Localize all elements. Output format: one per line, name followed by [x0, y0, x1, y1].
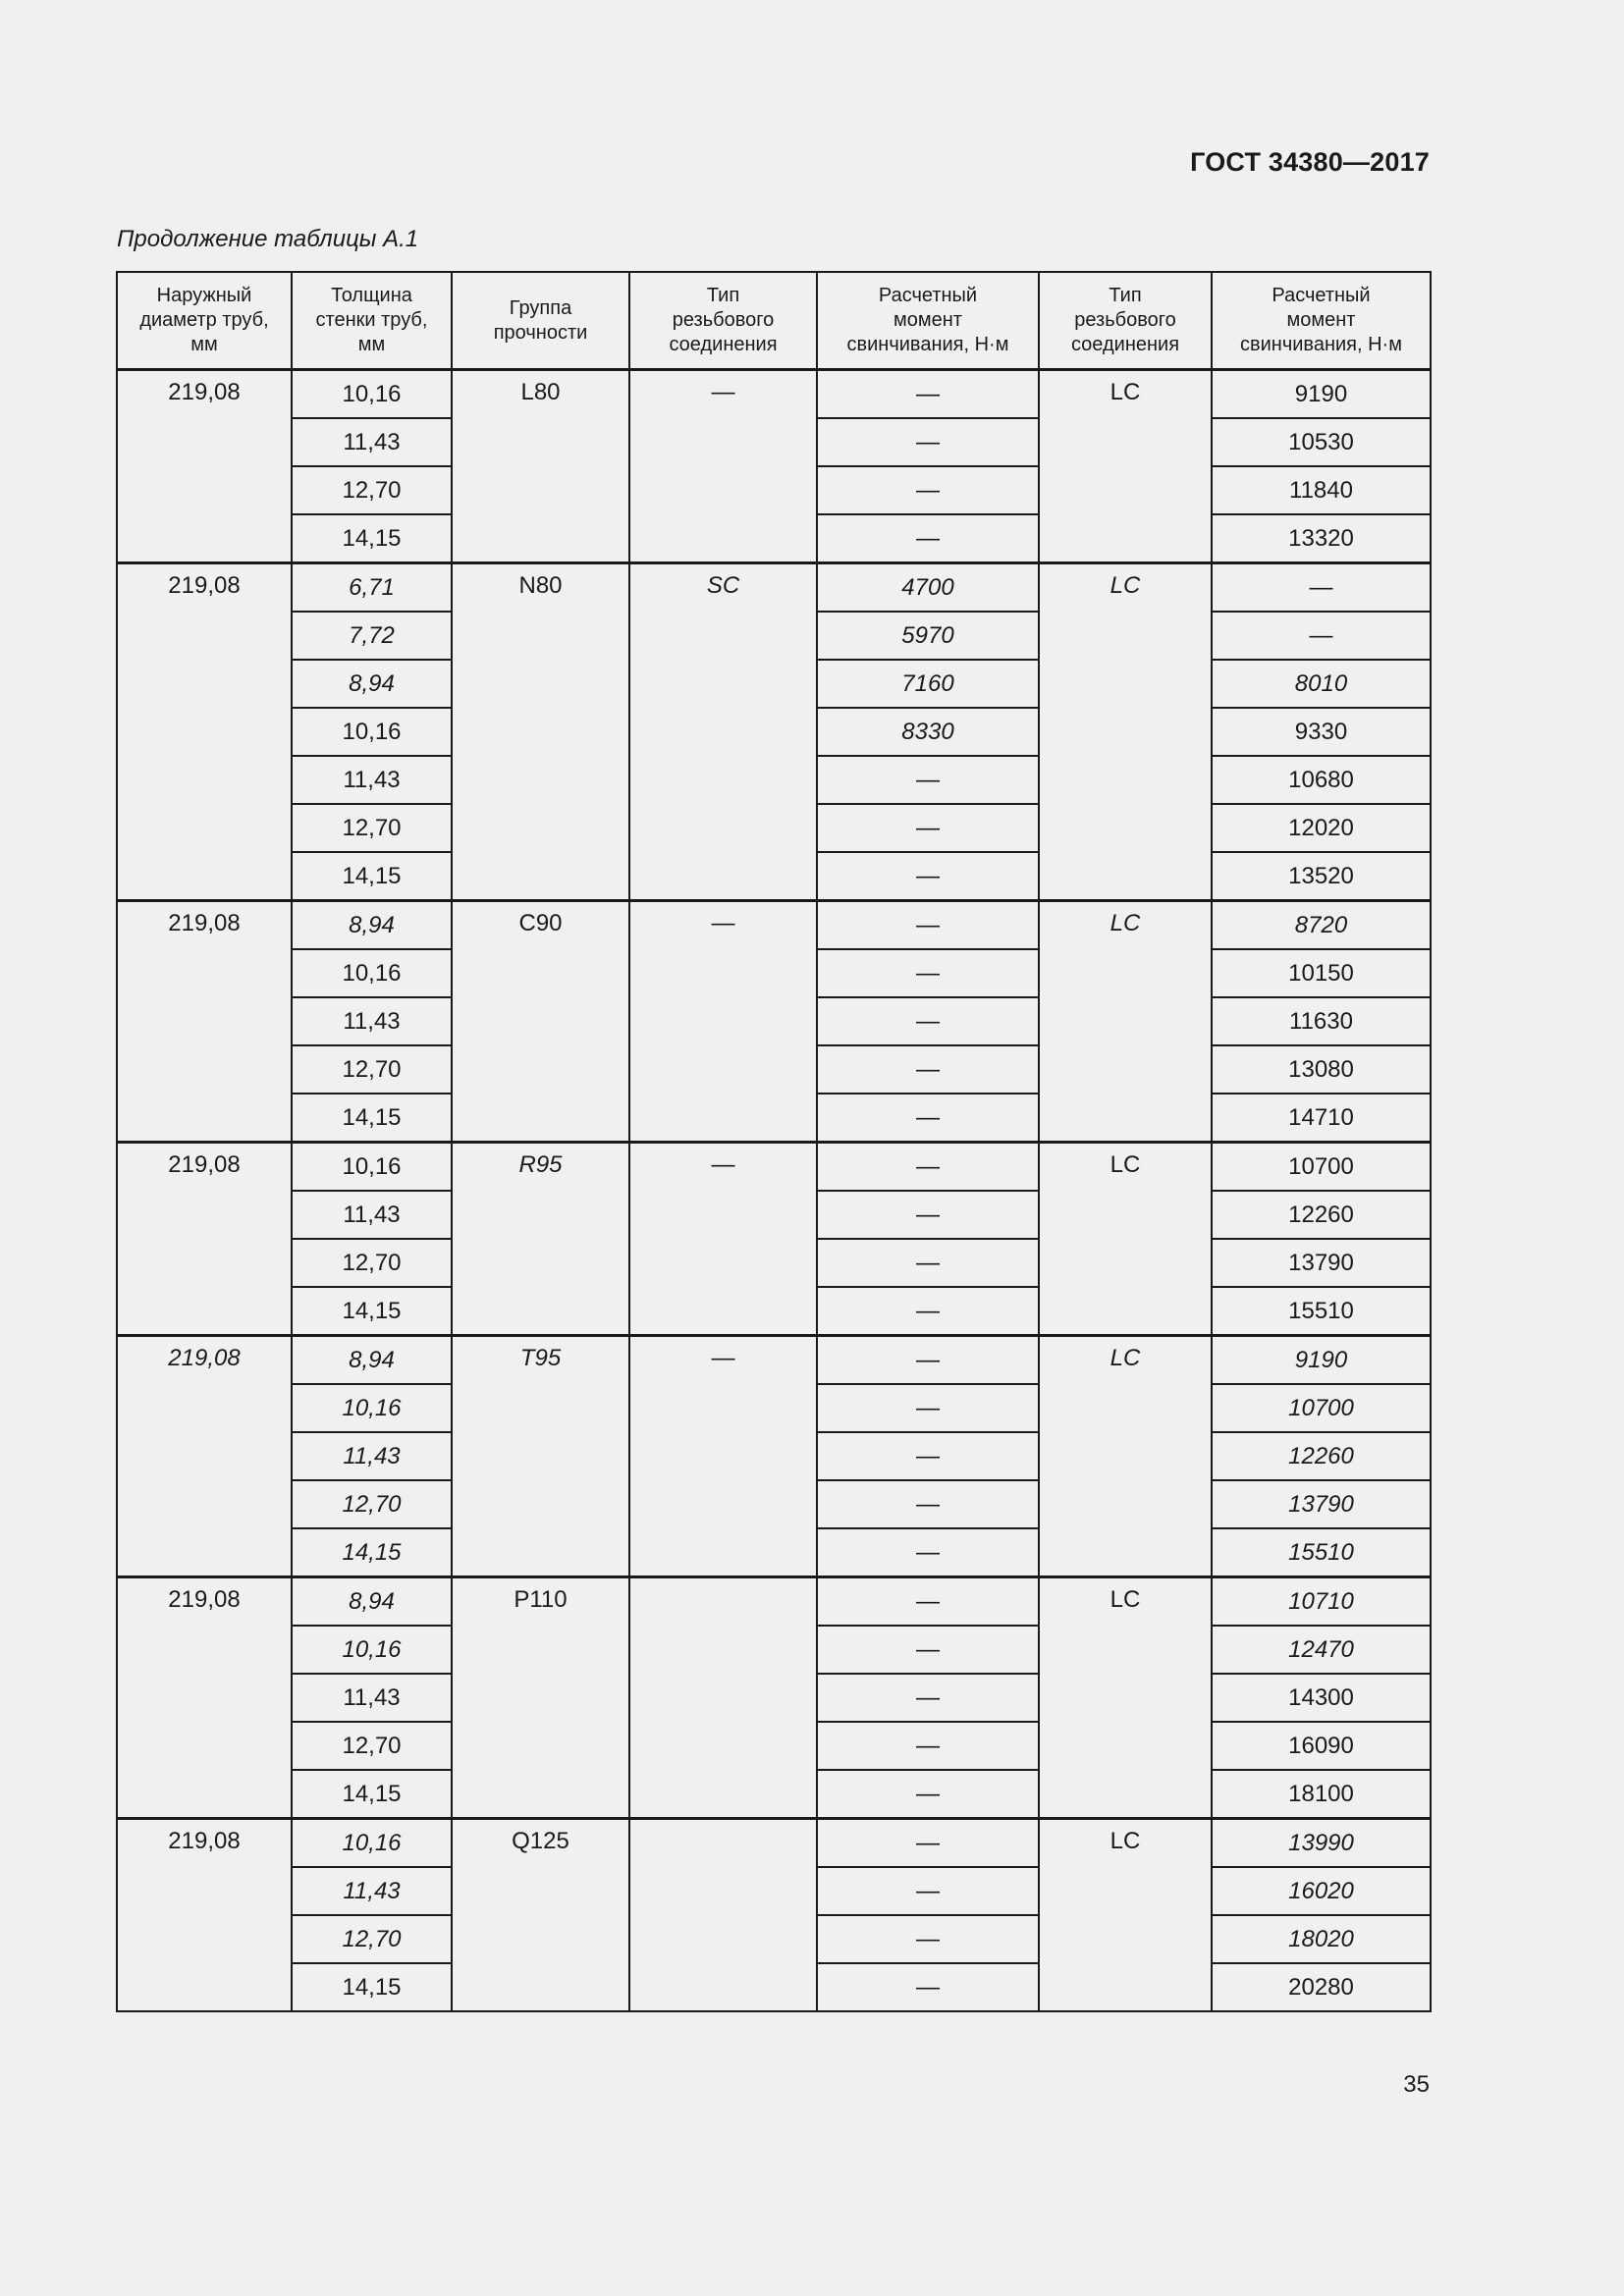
header-line: Тип [1109, 285, 1142, 306]
torque-b-cell: 11840 [1212, 466, 1431, 514]
page-number: 35 [1403, 2071, 1430, 2098]
thread-type-b-cell: LC [1039, 1577, 1212, 1819]
torque-b-cell: 8720 [1212, 901, 1431, 950]
torque-a-cell: — [817, 1915, 1039, 1963]
header-row [117, 272, 1431, 370]
diameter-cell: 219,08 [117, 901, 292, 1143]
header-line: соединения [669, 334, 778, 355]
torque-a-cell: — [817, 1528, 1039, 1577]
torque-a-cell: — [817, 1480, 1039, 1528]
torque-a-cell: — [817, 1239, 1039, 1287]
thread-type-a-cell: SC [629, 563, 817, 901]
strength-grade-cell: L80 [452, 370, 629, 563]
torque-a-cell: — [817, 1432, 1039, 1480]
torque-a-cell: — [817, 1045, 1039, 1094]
grade-group [117, 1819, 1431, 2012]
torque-b-cell: 16020 [1212, 1867, 1431, 1915]
wall-thickness-cell: 10,16 [292, 708, 452, 756]
thread-type-b-cell: LC [1039, 1819, 1212, 2012]
wall-thickness-cell: 12,70 [292, 1239, 452, 1287]
torque-b-cell: 10530 [1212, 418, 1431, 466]
wall-thickness-cell: 8,94 [292, 901, 452, 950]
wall-thickness-cell: 12,70 [292, 804, 452, 852]
torque-b-cell: 9190 [1212, 1336, 1431, 1385]
diameter-cell: 219,08 [117, 1577, 292, 1819]
torque-b-cell: 13790 [1212, 1239, 1431, 1287]
diameter-cell: 219,08 [117, 1819, 292, 2012]
grade-group [117, 1336, 1431, 1577]
torque-a-cell: 4700 [817, 563, 1039, 613]
torque-a-cell: — [817, 1143, 1039, 1192]
strength-grade-cell: P110 [452, 1577, 629, 1819]
torque-b-cell: — [1212, 612, 1431, 660]
wall-thickness-cell: 11,43 [292, 418, 452, 466]
header-line: резьбового [1074, 309, 1176, 331]
torque-b-cell: 13080 [1212, 1045, 1431, 1094]
table-row [117, 1577, 1431, 1627]
torque-a-cell: — [817, 466, 1039, 514]
wall-thickness-cell: 11,43 [292, 756, 452, 804]
header-line: момент [893, 309, 962, 331]
strength-grade-cell: N80 [452, 563, 629, 901]
header-line: Расчетный [878, 285, 978, 306]
torque-a-cell: — [817, 1770, 1039, 1819]
torque-a-cell: — [817, 1674, 1039, 1722]
torque-a-cell: — [817, 1384, 1039, 1432]
strength-grade-cell: T95 [452, 1336, 629, 1577]
torque-b-cell: 10710 [1212, 1577, 1431, 1627]
header-line: прочности [493, 321, 588, 344]
wall-thickness-cell: 14,15 [292, 1963, 452, 2011]
thread-type-b-cell: LC [1039, 901, 1212, 1143]
thread-type-a-cell [629, 1577, 817, 1819]
col-torque-a-header [817, 272, 1039, 370]
wall-thickness-cell: 11,43 [292, 1867, 452, 1915]
table-caption: Продолжение таблицы А.1 [117, 226, 419, 252]
wall-thickness-cell: 10,16 [292, 1143, 452, 1192]
wall-thickness-cell: 12,70 [292, 1045, 452, 1094]
col-wall-header [292, 272, 452, 370]
thread-type-a-cell: — [629, 370, 817, 563]
table-row [117, 563, 1431, 613]
wall-thickness-cell: 8,94 [292, 660, 452, 708]
wall-thickness-cell: 6,71 [292, 563, 452, 613]
torque-a-cell: — [817, 997, 1039, 1045]
grade-group [117, 901, 1431, 1143]
torque-b-cell: 18020 [1212, 1915, 1431, 1963]
thread-type-b-cell: LC [1039, 1143, 1212, 1336]
diameter-cell: 219,08 [117, 1336, 292, 1577]
torque-b-cell: 9190 [1212, 370, 1431, 419]
torque-a-cell: — [817, 418, 1039, 466]
header-line: момент [1286, 309, 1356, 331]
table-head [117, 272, 1431, 370]
torque-b-cell: 12020 [1212, 804, 1431, 852]
strength-grade-cell: C90 [452, 901, 629, 1143]
torque-b-cell: 14300 [1212, 1674, 1431, 1722]
table-row [117, 370, 1431, 419]
col-diameter-header [117, 272, 292, 370]
torque-b-cell: 12260 [1212, 1191, 1431, 1239]
torque-a-cell: — [817, 756, 1039, 804]
col-thread-a-header [629, 272, 817, 370]
wall-thickness-cell: 14,15 [292, 852, 452, 901]
torque-b-cell: 20280 [1212, 1963, 1431, 2011]
torque-b-cell: 10700 [1212, 1384, 1431, 1432]
diameter-cell: 219,08 [117, 370, 292, 563]
torque-a-cell: — [817, 1963, 1039, 2011]
torque-a-cell: — [817, 1094, 1039, 1143]
wall-thickness-cell: 10,16 [292, 370, 452, 419]
torque-b-cell: 16090 [1212, 1722, 1431, 1770]
torque-b-cell: 9330 [1212, 708, 1431, 756]
table-row [117, 901, 1431, 950]
torque-table [116, 271, 1432, 2012]
wall-thickness-cell: 14,15 [292, 1528, 452, 1577]
wall-thickness-cell: 12,70 [292, 466, 452, 514]
torque-a-cell: — [817, 1577, 1039, 1627]
header-line: Группа [509, 296, 572, 319]
torque-a-cell: 7160 [817, 660, 1039, 708]
torque-b-cell: 11630 [1212, 997, 1431, 1045]
torque-a-cell: — [817, 514, 1039, 563]
wall-thickness-cell: 7,72 [292, 612, 452, 660]
torque-b-cell: 13790 [1212, 1480, 1431, 1528]
torque-b-cell: — [1212, 563, 1431, 613]
torque-a-cell: — [817, 1722, 1039, 1770]
torque-a-cell: — [817, 1867, 1039, 1915]
header-line: мм [357, 334, 386, 355]
table-row [117, 1143, 1431, 1192]
torque-b-cell: 13320 [1212, 514, 1431, 563]
torque-a-cell: — [817, 949, 1039, 997]
torque-a-cell: — [817, 1336, 1039, 1385]
grade-group [117, 1577, 1431, 1819]
torque-b-cell: 8010 [1212, 660, 1431, 708]
wall-thickness-cell: 12,70 [292, 1480, 452, 1528]
table-row [117, 1819, 1431, 1868]
col-thread-b-header [1039, 272, 1212, 370]
wall-thickness-cell: 10,16 [292, 1384, 452, 1432]
thread-type-b-cell: LC [1039, 370, 1212, 563]
wall-thickness-cell: 14,15 [292, 1770, 452, 1819]
torque-b-cell: 10680 [1212, 756, 1431, 804]
torque-b-cell: 13520 [1212, 852, 1431, 901]
header-line: Тип [706, 285, 740, 306]
document-code: ГОСТ 34380—2017 [1190, 147, 1430, 177]
wall-thickness-cell: 11,43 [292, 1674, 452, 1722]
torque-b-cell: 15510 [1212, 1528, 1431, 1577]
strength-grade-cell: Q125 [452, 1819, 629, 2012]
torque-b-cell: 10700 [1212, 1143, 1431, 1192]
header-line: Наружный [156, 285, 252, 306]
torque-a-cell: — [817, 1191, 1039, 1239]
header-line: резьбового [672, 309, 775, 331]
wall-thickness-cell: 11,43 [292, 997, 452, 1045]
table-row [117, 1336, 1431, 1385]
torque-a-cell: — [817, 1626, 1039, 1674]
header-line: стенки труб, [315, 309, 428, 331]
torque-a-cell: — [817, 1819, 1039, 1868]
wall-thickness-cell: 11,43 [292, 1432, 452, 1480]
torque-a-cell: — [817, 1287, 1039, 1336]
grade-group [117, 563, 1431, 901]
wall-thickness-cell: 14,15 [292, 514, 452, 563]
wall-thickness-cell: 11,43 [292, 1191, 452, 1239]
wall-thickness-cell: 14,15 [292, 1287, 452, 1336]
torque-a-cell: 8330 [817, 708, 1039, 756]
torque-a-cell: — [817, 370, 1039, 419]
col-grade-header [452, 272, 629, 370]
wall-thickness-cell: 12,70 [292, 1915, 452, 1963]
wall-thickness-cell: 8,94 [292, 1336, 452, 1385]
wall-thickness-cell: 10,16 [292, 1626, 452, 1674]
torque-b-cell: 12260 [1212, 1432, 1431, 1480]
torque-b-cell: 13990 [1212, 1819, 1431, 1868]
thread-type-a-cell: — [629, 901, 817, 1143]
header-line: свинчивания, Н·м [1240, 334, 1402, 355]
torque-a-cell: — [817, 804, 1039, 852]
header-line: соединения [1070, 334, 1180, 355]
col-torque-b-header [1212, 272, 1431, 370]
header-line: диаметр труб, [139, 309, 269, 331]
grade-group [117, 1143, 1431, 1336]
header-line: Толщина [331, 285, 412, 306]
torque-b-cell: 10150 [1212, 949, 1431, 997]
thread-type-b-cell: LC [1039, 563, 1212, 901]
header-line: мм [190, 334, 218, 355]
diameter-cell: 219,08 [117, 563, 292, 901]
torque-b-cell: 18100 [1212, 1770, 1431, 1819]
torque-b-cell: 14710 [1212, 1094, 1431, 1143]
thread-type-a-cell: — [629, 1143, 817, 1336]
thread-type-a-cell [629, 1819, 817, 2012]
thread-type-b-cell: LC [1039, 1336, 1212, 1577]
torque-a-cell: — [817, 901, 1039, 950]
wall-thickness-cell: 12,70 [292, 1722, 452, 1770]
wall-thickness-cell: 8,94 [292, 1577, 452, 1627]
wall-thickness-cell: 14,15 [292, 1094, 452, 1143]
diameter-cell: 219,08 [117, 1143, 292, 1336]
thread-type-a-cell: — [629, 1336, 817, 1577]
grade-group [117, 370, 1431, 563]
strength-grade-cell: R95 [452, 1143, 629, 1336]
wall-thickness-cell: 10,16 [292, 1819, 452, 1868]
header-line: Расчетный [1272, 285, 1371, 306]
torque-b-cell: 15510 [1212, 1287, 1431, 1336]
torque-a-cell: — [817, 852, 1039, 901]
wall-thickness-cell: 10,16 [292, 949, 452, 997]
header-line: свинчивания, Н·м [846, 334, 1009, 355]
torque-a-cell: 5970 [817, 612, 1039, 660]
torque-b-cell: 12470 [1212, 1626, 1431, 1674]
